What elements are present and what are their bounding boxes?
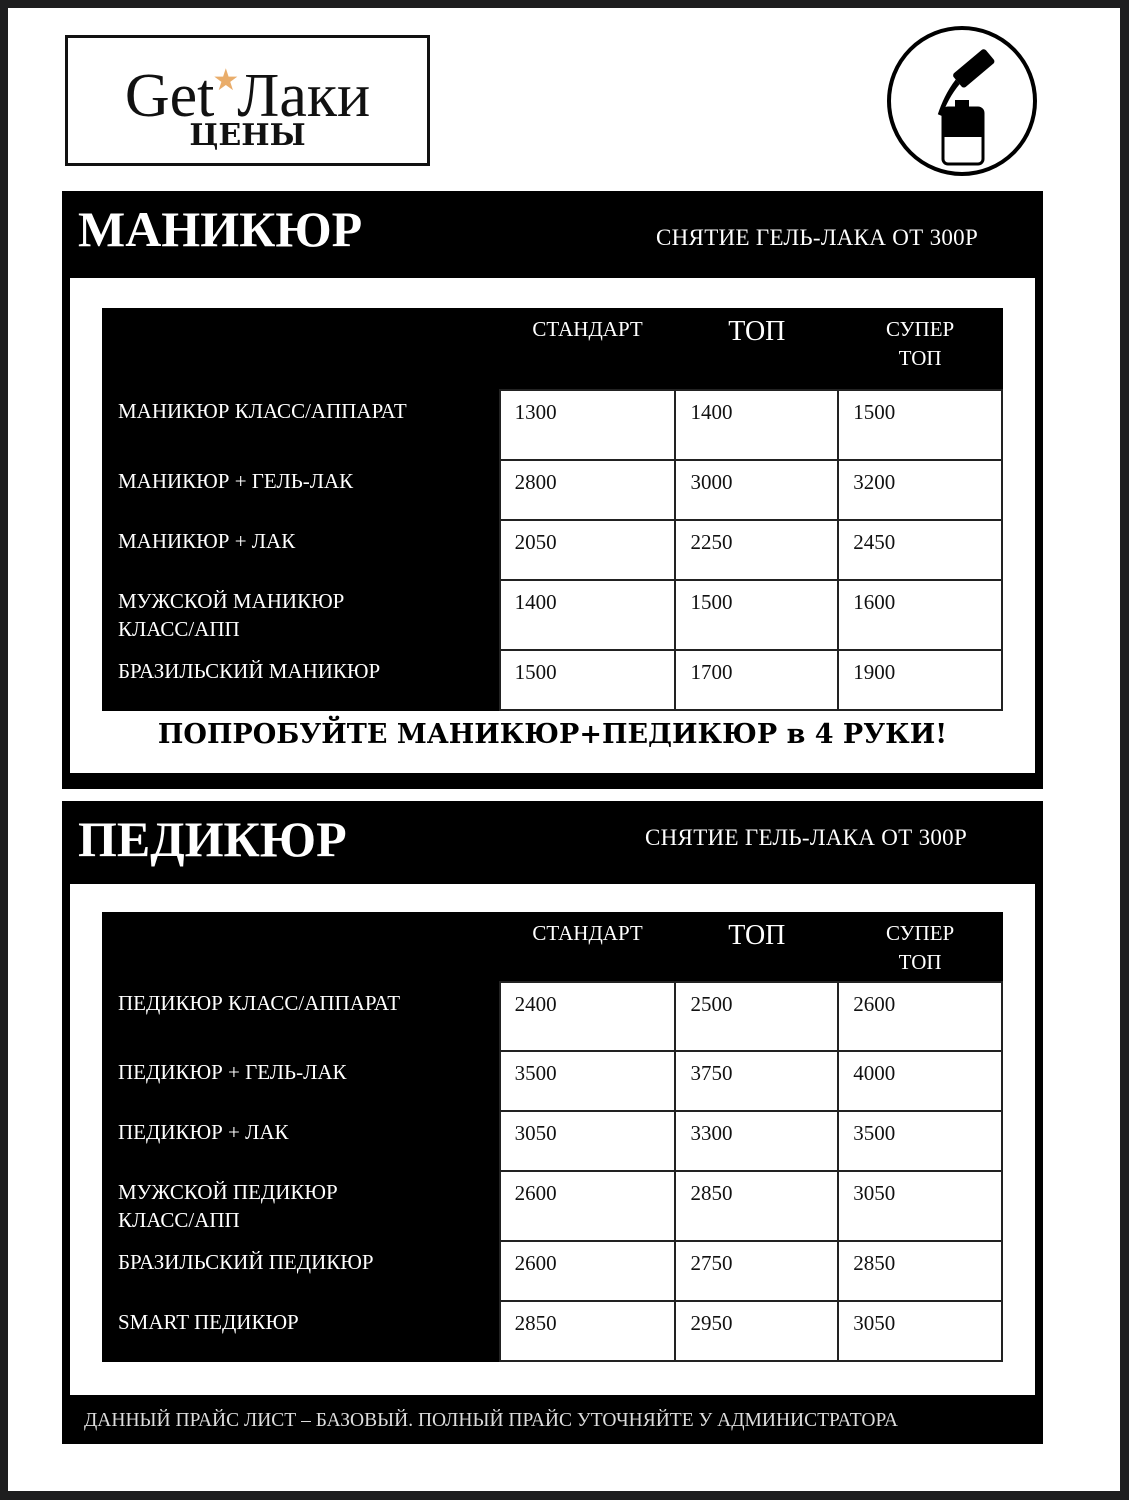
star-icon: ★ xyxy=(212,64,240,97)
manicure-section xyxy=(62,191,1043,789)
price-top: 3300 xyxy=(675,1111,838,1171)
table-row xyxy=(102,460,1002,520)
nail-polish-icon xyxy=(885,25,1039,177)
price-standard: 2050 xyxy=(500,520,676,580)
service-column-header xyxy=(102,308,500,390)
price-super-top: 3500 xyxy=(838,1111,1002,1171)
table-row xyxy=(102,1301,1002,1361)
price-top: 1500 xyxy=(675,580,838,650)
service-name: БРАЗИЛЬСКИЙ МАНИКЮР xyxy=(118,659,381,683)
promo-banner: ПОПРОБУЙТЕ МАНИКЮР+ПЕДИКЮР в 4 РУКИ! xyxy=(157,719,948,750)
section-title: МАНИКЮР xyxy=(78,201,363,257)
price-standard: 3500 xyxy=(500,1051,676,1111)
table-row xyxy=(102,982,1002,1051)
column-super-top xyxy=(838,308,1002,390)
price-top: 1400 xyxy=(675,390,838,460)
price-standard: 3050 xyxy=(500,1111,676,1171)
service-name: ПЕДИКЮР + ЛАК xyxy=(118,1120,289,1144)
column-standard: СТАНДАРТ xyxy=(532,921,643,945)
service-name: МАНИКЮР + ЛАК xyxy=(118,529,296,553)
service-name: МУЖСКОЙ ПЕДИКЮР КЛАСС/АПП xyxy=(118,1180,338,1232)
price-super-top: 3050 xyxy=(838,1301,1002,1361)
table-row xyxy=(102,1241,1002,1301)
service-name: МАНИКЮР КЛАСС/АППАРАТ xyxy=(118,399,407,423)
service-name: МАНИКЮР + ГЕЛЬ-ЛАК xyxy=(118,469,354,493)
price-top: 2250 xyxy=(675,520,838,580)
column-top: ТОП xyxy=(728,920,786,951)
section-title: ПЕДИКЮР xyxy=(78,811,347,867)
price-top: 3750 xyxy=(675,1051,838,1111)
price-super-top: 2850 xyxy=(838,1241,1002,1301)
service-name: ПЕДИКЮР + ГЕЛЬ-ЛАК xyxy=(118,1060,347,1084)
price-standard: 1500 xyxy=(500,650,676,710)
price-super-top: 1900 xyxy=(838,650,1002,710)
column-super-top-line2: ТОП xyxy=(898,346,942,370)
price-super-top: 1500 xyxy=(838,390,1002,460)
brand-right: Лаки xyxy=(237,62,371,130)
price-super-top: 3200 xyxy=(838,460,1002,520)
column-super-top-line1: СУПЕР xyxy=(885,317,955,341)
column-standard: СТАНДАРТ xyxy=(532,317,643,341)
price-top: 2750 xyxy=(675,1241,838,1301)
table-row xyxy=(102,390,1002,460)
price-standard: 1300 xyxy=(500,390,676,460)
price-super-top: 2600 xyxy=(838,982,1002,1051)
column-super-top-line2: ТОП xyxy=(898,950,942,974)
pedicure-panel xyxy=(70,884,1035,1395)
price-standard: 1400 xyxy=(500,580,676,650)
footer-disclaimer: ДАННЫЙ ПРАЙС ЛИСТ – БАЗОВЫЙ. ПОЛНЫЙ ПРАЙС УТОЧНЯЙТЕ У АДМИНИСТРАТОРА xyxy=(84,1410,898,1431)
pedicure-section xyxy=(62,801,1043,1444)
price-super-top: 4000 xyxy=(838,1051,1002,1111)
price-standard: 2800 xyxy=(500,460,676,520)
gel-removal-note: СНЯТИЕ ГЕЛЬ-ЛАКА ОТ 300Р xyxy=(645,825,968,850)
table-row xyxy=(102,650,1002,710)
price-top: 2850 xyxy=(675,1171,838,1241)
table-header-row xyxy=(102,912,1002,982)
price-top: 1700 xyxy=(675,650,838,710)
price-top: 2950 xyxy=(675,1301,838,1361)
column-super-top-line1: СУПЕР xyxy=(885,921,955,945)
price-top: 2500 xyxy=(675,982,838,1051)
logo xyxy=(65,35,430,166)
pedicure-price-table xyxy=(102,912,1003,1362)
gel-removal-note: СНЯТИЕ ГЕЛЬ-ЛАКА ОТ 300Р xyxy=(656,225,979,250)
service-name: МУЖСКОЙ МАНИКЮР КЛАСС/АПП xyxy=(118,589,345,641)
price-standard: 2600 xyxy=(500,1241,676,1301)
service-column-header xyxy=(102,912,500,982)
brand-left: Get xyxy=(124,62,215,130)
price-list-page xyxy=(8,8,1120,1491)
manicure-price-table xyxy=(102,308,1003,711)
price-top: 3000 xyxy=(675,460,838,520)
table-row xyxy=(102,520,1002,580)
manicure-panel xyxy=(70,278,1035,773)
price-super-top: 2450 xyxy=(838,520,1002,580)
table-row xyxy=(102,1051,1002,1111)
column-top: ТОП xyxy=(728,316,786,347)
service-name: SMART ПЕДИКЮР xyxy=(118,1310,299,1334)
price-super-top: 3050 xyxy=(838,1171,1002,1241)
price-standard: 2600 xyxy=(500,1171,676,1241)
price-standard: 2400 xyxy=(500,982,676,1051)
price-standard: 2850 xyxy=(500,1301,676,1361)
table-row xyxy=(102,1111,1002,1171)
table-header-row xyxy=(102,308,1002,390)
column-super-top xyxy=(838,912,1002,982)
table-row xyxy=(102,1171,1002,1241)
logo-subtitle: ЦЕНЫ xyxy=(189,118,306,153)
service-name: БРАЗИЛЬСКИЙ ПЕДИКЮР xyxy=(118,1250,374,1274)
table-row xyxy=(102,580,1002,650)
price-super-top: 1600 xyxy=(838,580,1002,650)
service-name: ПЕДИКЮР КЛАСС/АППАРАТ xyxy=(118,991,401,1015)
